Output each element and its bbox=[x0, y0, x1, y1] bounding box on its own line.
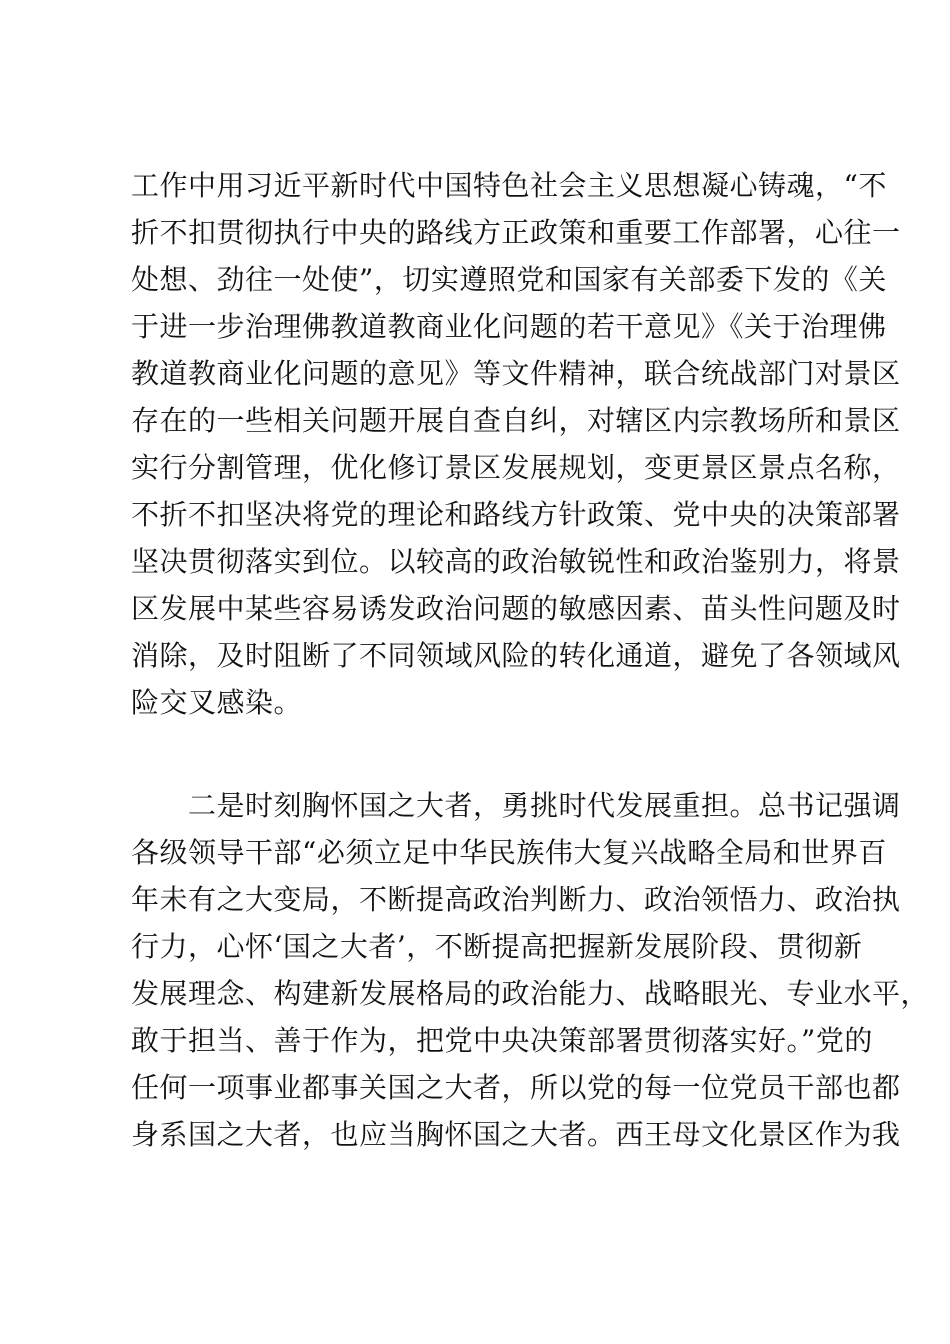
text-line: 行力，心怀‘国之大者’，不断提高把握新发展阶段、贯彻新 bbox=[131, 930, 863, 963]
text-line: 各级领导干部“必须立足中华民族伟大复兴战略全局和世界百 bbox=[131, 836, 887, 869]
paragraph-2 bbox=[131, 782, 930, 1158]
text-line: 年未有之大变局，不断提高政治判断力、政治领悟力、政治执 bbox=[131, 883, 901, 916]
text-line: 险交叉感染。 bbox=[131, 686, 303, 719]
text-line: 实行分割管理，优化修订景区发展规划，变更景区景点名称， bbox=[131, 451, 901, 484]
text-line: 发展理念、构建新发展格局的政治能力、战略眼光、专业水平， bbox=[131, 977, 930, 1010]
text-line: 任何一项事业都事关国之大者，所以党的每一位党员干部也都 bbox=[131, 1071, 901, 1104]
text-line: 处想、劲往一处使”，切实遵照党和国家有关部委下发的《关 bbox=[131, 263, 887, 296]
text-line: 折不扣贯彻执行中央的路线方正政策和重要工作部署，心往一 bbox=[131, 216, 901, 249]
text-line: 坚决贯彻落实到位。以较高的政治敏锐性和政治鉴别力，将景 bbox=[131, 545, 901, 578]
text-line: 身系国之大者，也应当胸怀国之大者。西王母文化景区作为我 bbox=[131, 1118, 901, 1151]
paragraph-1 bbox=[131, 162, 901, 726]
text-line: 教道教商业化问题的意见》等文件精神，联合统战部门对景区 bbox=[131, 357, 901, 390]
text-line: 敢于担当、善于作为，把党中央决策部署贯彻落实好。”党的 bbox=[131, 1024, 873, 1057]
text-line: 工作中用习近平新时代中国特色社会主义思想凝心铸魂，“不 bbox=[131, 169, 887, 202]
text-line: 存在的一些相关问题开展自查自纠，对辖区内宗教场所和景区 bbox=[131, 404, 901, 437]
text-line: 不折不扣坚决将党的理论和路线方针政策、党中央的决策部署 bbox=[131, 498, 901, 531]
text-line: 于进一步治理佛教道教商业化问题的若干意见》《关于治理佛 bbox=[131, 310, 887, 343]
text-line: 二是时刻胸怀国之大者，勇挑时代发展重担。总书记强调 bbox=[131, 789, 901, 822]
text-line: 消除，及时阻断了不同领域风险的转化通道，避免了各领域风 bbox=[131, 639, 901, 672]
text-line: 区发展中某些容易诱发政治问题的敏感因素、苗头性问题及时 bbox=[131, 592, 901, 625]
